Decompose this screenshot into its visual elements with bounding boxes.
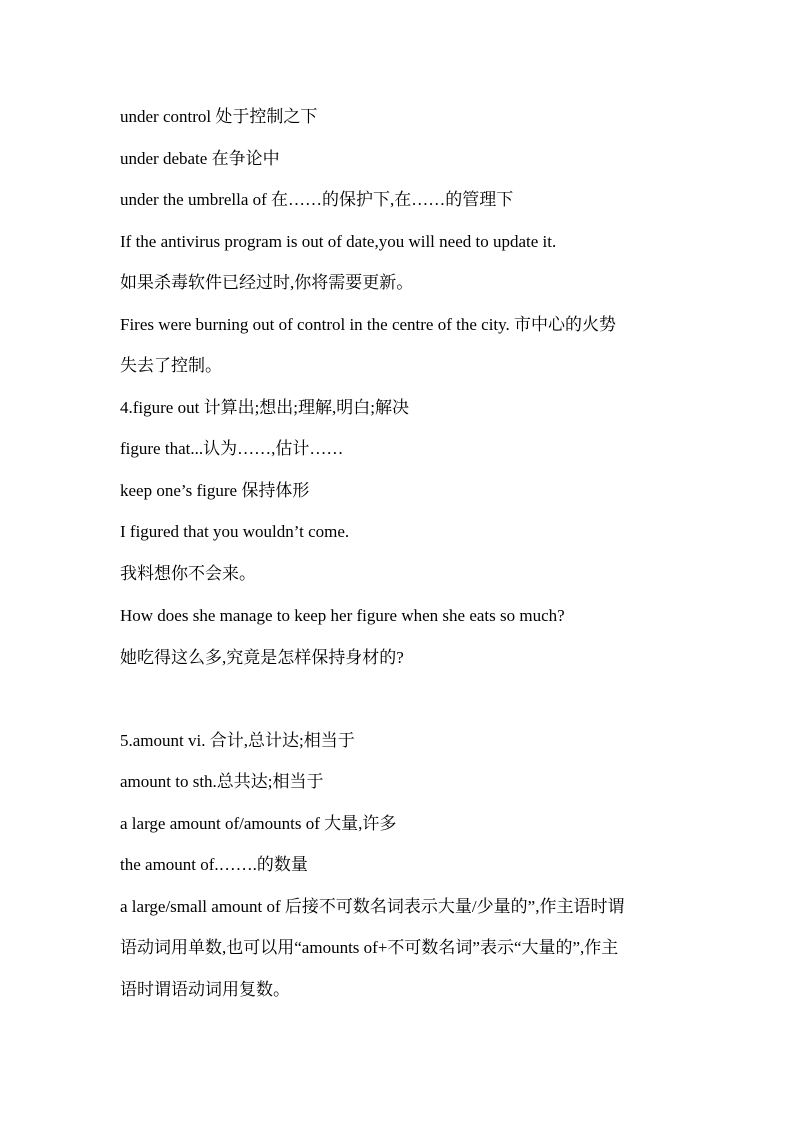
text-line: 失去了控制。 [120,356,222,375]
text-line: How does she manage to keep her figure when she eats so much? [120,606,565,625]
text-line: 语时谓语动词用复数。 [120,980,290,999]
text-line: 语动词用单数,也可以用“amounts of+不可数名词”表示“大量的”,作主 [120,938,619,957]
text-line: 如果杀毒软件已经过时,你将需要更新。 [120,273,414,292]
text-line: under debate 在争论中 [120,149,280,168]
text-line: 5.amount vi. 合计,总计达;相当于 [120,731,355,750]
text-line: the amount of.…….的数量 [120,855,308,874]
text-line: I figured that you wouldn’t come. [120,522,350,541]
text-line: amount to sth.总共达;相当于 [120,772,324,791]
text-line: under the umbrella of 在……的保护下,在……的管理下 [120,190,514,209]
text-line: keep one’s figure 保持体形 [120,481,310,500]
text-line: a large amount of/amounts of 大量,许多 [120,814,397,833]
text-line: 4.figure out 计算出;想出;理解,明白;解决 [120,398,409,417]
text-line: Fires were burning out of control in the centre of the city. 市中心的火势 [120,315,617,334]
text-line: a large/small amount of 后接不可数名词表示大量/少量的”,作主语时谓 [120,897,625,916]
text-line: 她吃得这么多,究竟是怎样保持身材的? [120,648,404,667]
text-line: 我料想你不会来。 [120,564,256,583]
text-line: figure that...认为……,估计…… [120,439,344,458]
text-line: under control 处于控制之下 [120,107,318,126]
text-line: If the antivirus program is out of date,you will need to update it. [120,232,557,251]
